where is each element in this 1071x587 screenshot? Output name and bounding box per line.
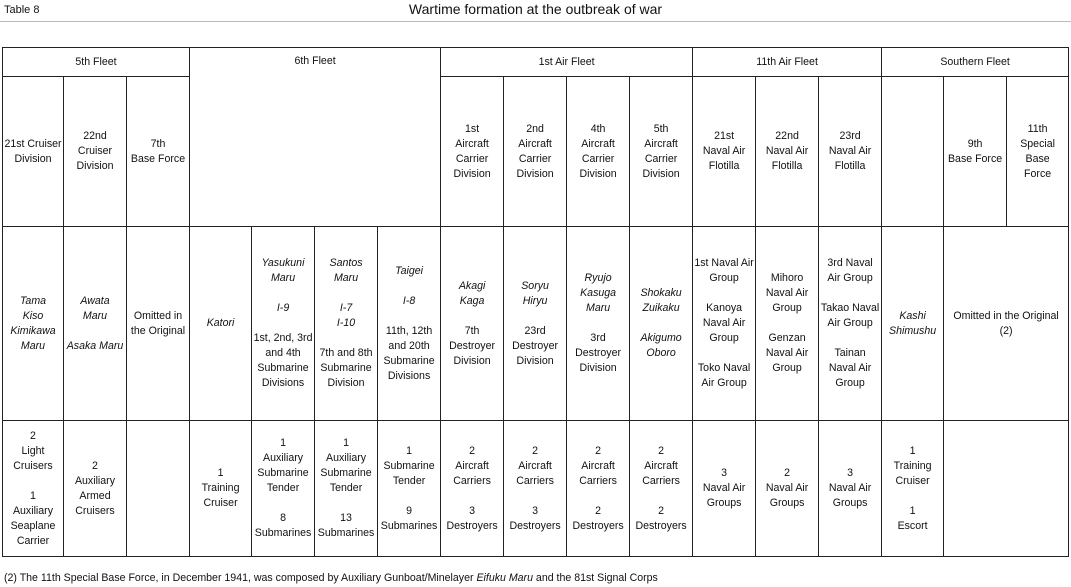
cell-text: Base Force [130, 152, 186, 165]
cell-text: Omitted in the Original [953, 309, 1059, 322]
summary-cell [756, 421, 819, 557]
unit-cell [756, 77, 819, 227]
cell-text: 23rd [839, 130, 861, 142]
summary-cell [882, 421, 944, 557]
cell-text: Tender [392, 474, 426, 487]
cell-text: Yasukuni [261, 257, 305, 269]
formation-table [2, 47, 1069, 557]
cell-text: Division [76, 160, 114, 172]
cell-text: Santos [329, 257, 363, 269]
cell-text: 23rd [524, 324, 546, 337]
cell-text: Kanoya [706, 302, 743, 314]
cell-text: 2nd [526, 122, 544, 135]
spacer [631, 489, 691, 504]
cell-text: Submarine [257, 362, 309, 374]
cell-text: 2 [595, 444, 602, 457]
cell-text: 22nd [775, 130, 799, 142]
cell-text: Aircraft [644, 137, 678, 150]
spacer [442, 309, 502, 324]
cell-text: Flotilla [708, 160, 740, 172]
cell-text: Ryujo [584, 272, 612, 284]
cell-text: Destroyers [635, 519, 687, 532]
cell-text: Destroyer [449, 339, 496, 352]
ships-cell [882, 227, 944, 421]
cell-text: 2 [469, 444, 476, 457]
ships-cell [819, 227, 882, 421]
spacer [316, 286, 376, 301]
cell-text: Carriers [516, 474, 554, 487]
cell-text: Division [579, 362, 617, 374]
cell-text: Katori [206, 317, 235, 329]
unit-cell [127, 77, 190, 227]
cell-text: Aircraft [518, 459, 552, 472]
cell-text: Cruisers [75, 504, 115, 517]
summary-cell [944, 421, 1069, 557]
ships-row [3, 227, 1069, 421]
cell-text: Destroyer [512, 339, 559, 352]
cell-text: Armed [79, 489, 111, 502]
cell-text: Taigei [395, 264, 423, 277]
cell-text: 2 [595, 504, 602, 517]
unit-cell [64, 77, 127, 227]
cell-text: 9th [967, 137, 983, 150]
cell-text: 2 [658, 444, 665, 457]
spacer [631, 316, 691, 331]
spacer [505, 309, 565, 324]
cell-text: Submarines [254, 527, 312, 539]
cell-text: Naval Air [765, 145, 809, 157]
summary-cell [567, 421, 630, 557]
cell-text: 5th [653, 122, 669, 135]
cell-text: Flotilla [834, 160, 866, 172]
cell-text: Tama [19, 294, 47, 307]
cell-text: Submarine [320, 467, 372, 479]
cell-text: Tainan [834, 347, 866, 359]
cell-text: 7th [464, 324, 480, 337]
cell-text: Naval Air [702, 482, 746, 494]
cell-text: Force [1024, 167, 1052, 180]
table-label: Table 8 [4, 4, 40, 16]
cell-text: Oboro [646, 347, 676, 359]
cell-text: Kasuga [580, 287, 617, 299]
cell-text: Cruiser [203, 497, 238, 509]
fleet-name: 5th Fleet [75, 55, 117, 68]
cell-text: 3rd Naval [827, 257, 873, 269]
cell-text: Division [516, 167, 554, 180]
cell-text: Toko Naval [697, 362, 751, 374]
cell-text: Destroyer [575, 347, 622, 359]
cell-text: Shimushu [889, 324, 937, 337]
unit-cell [441, 77, 504, 227]
spacer [568, 489, 628, 504]
cell-text: 1st Naval Air [694, 257, 754, 269]
cell-text: Division [453, 354, 491, 367]
cell-text: 1 [30, 489, 36, 502]
cell-text: Aircraft [455, 459, 489, 472]
cell-text: 9 [406, 504, 412, 517]
cell-text: Aircraft [644, 459, 678, 472]
cell-text: Mihoro [770, 272, 804, 284]
cell-text: Escort [897, 519, 928, 532]
footnote [4, 572, 658, 584]
cell-text: Naval Air [765, 287, 809, 299]
ships-cell [756, 227, 819, 421]
ships-cell [504, 227, 567, 421]
cell-text: Group [709, 272, 739, 284]
cell-text: the Original [130, 324, 186, 337]
cell-text: Naval Air [765, 482, 809, 494]
cell-text: Aircraft [455, 137, 489, 150]
cell-text: Division [453, 167, 491, 180]
cell-text: and 20th [388, 339, 430, 352]
cell-text: 1st, 2nd, 3rd [253, 332, 313, 344]
fleet-header [882, 48, 1069, 77]
cell-text: Carriers [579, 474, 617, 487]
cell-text: Aircraft [581, 137, 615, 150]
cell-text: 1 [280, 437, 286, 449]
cell-text: Destroyers [572, 519, 624, 532]
cell-text: 22nd [83, 130, 107, 142]
divider [0, 21, 1071, 22]
cell-text: Destroyers [509, 519, 561, 532]
cell-text: Soryu [521, 279, 549, 292]
cell-text: and 4th [265, 347, 301, 359]
spacer [316, 496, 376, 511]
cell-text: Auxiliary [74, 474, 116, 487]
spacer [568, 316, 628, 331]
cell-text: Submarine [383, 354, 435, 367]
unit-cell [819, 77, 882, 227]
cell-text: Maru [20, 339, 46, 352]
spacer [883, 489, 942, 504]
ships-cell [190, 227, 252, 421]
footnote-text: and the 81st Signal Corps [532, 572, 658, 584]
cell-text: Akagi [458, 279, 486, 292]
cell-text: Groups [706, 497, 742, 509]
cell-text: 1 [909, 504, 916, 517]
ships-cell [630, 227, 693, 421]
cell-text: Akigumo [640, 332, 682, 344]
cell-text: 3 [847, 467, 854, 479]
cell-text: Air Group [701, 377, 747, 389]
ships-cell [567, 227, 630, 421]
cell-text: 2 [784, 467, 791, 479]
cell-text: Divisions [387, 369, 431, 382]
ships-cell [315, 227, 378, 421]
cell-text: Shokaku [640, 287, 682, 299]
fleet-name: 1st Air Fleet [538, 55, 595, 68]
cell-text: Aircraft [518, 137, 552, 150]
fleet-name: Southern Fleet [940, 55, 1010, 68]
cell-text: Naval Air [828, 362, 872, 374]
cell-text: Carrier [644, 152, 678, 165]
footnote-ship: Eifuku Maru [476, 572, 533, 584]
spacer [694, 346, 754, 361]
summary-cell [630, 421, 693, 557]
cell-text: Air Group [827, 272, 873, 284]
cell-text: Group [835, 377, 865, 389]
cell-text: Carrier [455, 152, 489, 165]
cell-text: Carrier [16, 534, 50, 547]
cell-text: Division [327, 377, 365, 389]
cell-text: Naval Air [828, 482, 872, 494]
unit-cell [944, 77, 1007, 227]
cell-text: 7th [150, 137, 166, 150]
summary-cell [441, 421, 504, 557]
footnote-text: (2) The 11th Special Base Force, in December 1941, was composed by Auxiliary Gunboat/Minelayer [4, 572, 477, 584]
cell-text: Asaka Maru [66, 339, 124, 352]
cell-text: Auxiliary [263, 452, 304, 464]
cell-text: Aircraft [581, 459, 615, 472]
cell-text: Cruiser [895, 474, 930, 487]
summary-cell [3, 421, 64, 557]
summary-cell [252, 421, 315, 557]
cell-text: 2 [532, 444, 539, 457]
cell-text: 21st Cruiser [4, 137, 62, 150]
cell-text: Submarine [257, 467, 309, 479]
ships-cell [378, 227, 441, 421]
cell-text: 8 [280, 512, 286, 524]
cell-text: 3 [469, 504, 476, 517]
cell-text: Flotilla [771, 160, 803, 172]
cell-text: Division [14, 152, 52, 165]
cell-text: Takao Naval [820, 302, 880, 314]
spacer [379, 489, 439, 504]
summary-cell [378, 421, 441, 557]
spacer [820, 286, 880, 301]
cell-text: Awata [80, 294, 110, 307]
summary-cell [819, 421, 882, 557]
ships-cell [127, 227, 190, 421]
cell-text: Group [709, 332, 739, 344]
cell-text: 13 [340, 512, 352, 524]
cell-text: 3rd [590, 332, 606, 344]
cell-text: Submarine [320, 362, 372, 374]
cell-text: Naval Air [702, 145, 746, 157]
cell-text: Maru [586, 302, 611, 314]
cell-text: Destroyers [446, 519, 498, 532]
cell-text: Kashi [899, 309, 926, 322]
spacer [253, 286, 313, 301]
cell-text: 21st [714, 130, 735, 142]
unit-row [3, 77, 1069, 227]
cell-text: 1st [465, 122, 480, 135]
cell-text: Tender [266, 482, 300, 494]
ships-cell [252, 227, 315, 421]
cell-text: 7th and 8th [319, 347, 373, 359]
spacer [379, 279, 439, 294]
cell-text: Auxiliary [12, 504, 54, 517]
cell-text: Group [772, 302, 802, 314]
unit-cell [693, 77, 756, 227]
unit-cell [567, 77, 630, 227]
cell-text: 1 [406, 444, 412, 457]
fleet-header [190, 48, 441, 227]
unit-cell [1007, 77, 1069, 227]
cell-text: Tender [329, 482, 363, 494]
cell-text: Carrier [581, 152, 615, 165]
cell-text: I-9 [276, 302, 290, 314]
cell-text: 2 [92, 459, 98, 472]
ships-cell [944, 227, 1069, 421]
cell-text: Maru [333, 272, 359, 284]
cell-text: Special Base [1020, 137, 1055, 165]
cell-text: Groups [769, 497, 805, 509]
spacer [253, 316, 313, 331]
summary-cell [315, 421, 378, 557]
cell-text: I-10 [336, 317, 356, 329]
cell-text: Kiso [22, 309, 44, 322]
cell-text: Maru [270, 272, 296, 284]
cell-text: Division [642, 167, 680, 180]
cell-text: 1 [343, 437, 349, 449]
cell-text: Maru [82, 309, 108, 322]
fleet-header [441, 48, 693, 77]
cell-text: 11th [1027, 122, 1048, 135]
ships-cell [3, 227, 64, 421]
cell-text: I-8 [402, 294, 416, 307]
cell-text: Cruisers [13, 459, 53, 472]
cell-text: 11th, 12th [385, 324, 433, 337]
cell-text: Naval Air [765, 347, 809, 359]
unit-cell [882, 77, 944, 227]
cell-text: 1 [909, 444, 916, 457]
cell-text: Kaga [459, 294, 485, 307]
cell-text: Division [579, 167, 617, 180]
cell-text: Genzan [768, 332, 806, 344]
cell-text: 2 [30, 429, 36, 442]
cell-text: Light [21, 444, 45, 457]
cell-text: 4th [590, 122, 606, 135]
summary-row [3, 421, 1069, 557]
fleet-name: 11th Air Fleet [756, 55, 818, 68]
spacer [65, 324, 125, 339]
cell-text: Training [893, 459, 932, 472]
unit-cell [3, 77, 64, 227]
cell-text: 3 [721, 467, 728, 479]
spacer [316, 331, 376, 346]
cell-text: Omitted in [133, 309, 183, 322]
cell-text: Base Force [947, 152, 1003, 165]
unit-cell [504, 77, 567, 227]
cell-text: 3 [532, 504, 539, 517]
cell-text: Divisions [261, 377, 305, 389]
spacer [379, 309, 439, 324]
spacer [757, 316, 817, 331]
cell-text: Submarine [383, 459, 435, 472]
cell-text: Air Group [827, 317, 873, 329]
fleet-header [3, 48, 190, 77]
cell-text: Submarines [380, 519, 438, 532]
spacer [820, 331, 880, 346]
cell-text: Carriers [453, 474, 491, 487]
ships-cell [693, 227, 756, 421]
spacer [253, 496, 313, 511]
ships-cell [64, 227, 127, 421]
cell-text: Submarines [317, 527, 375, 539]
cell-text: Auxiliary [326, 452, 367, 464]
cell-text: Training [201, 482, 240, 494]
spacer [694, 286, 754, 301]
cell-text: Hiryu [522, 294, 548, 307]
ships-cell [441, 227, 504, 421]
cell-text: Zuikaku [642, 302, 680, 314]
cell-text: 2 [658, 504, 665, 517]
summary-cell [693, 421, 756, 557]
cell-text: Group [772, 362, 802, 374]
summary-cell [127, 421, 190, 557]
fleet-header [693, 48, 882, 77]
fleet-name: 6th Fleet [294, 55, 336, 67]
cell-text: Carrier [518, 152, 552, 165]
cell-text: Cruiser [77, 145, 113, 157]
cell-text: Groups [832, 497, 868, 509]
cell-text: Kimikawa [10, 324, 56, 337]
cell-text: Seaplane [10, 519, 56, 532]
page-title: Wartime formation at the outbreak of war [408, 1, 663, 17]
cell-text: Carriers [642, 474, 680, 487]
spacer [505, 489, 565, 504]
spacer [442, 489, 502, 504]
spacer [4, 474, 62, 489]
cell-text: Naval Air [702, 317, 746, 329]
summary-cell [190, 421, 252, 557]
summary-cell [64, 421, 127, 557]
summary-cell [504, 421, 567, 557]
cell-text: Naval Air [828, 145, 872, 157]
cell-text: 1 [217, 467, 224, 479]
cell-text: I-7 [339, 302, 353, 314]
cell-text: Division [516, 354, 554, 367]
unit-cell [630, 77, 693, 227]
cell-text: (2) [999, 324, 1013, 337]
